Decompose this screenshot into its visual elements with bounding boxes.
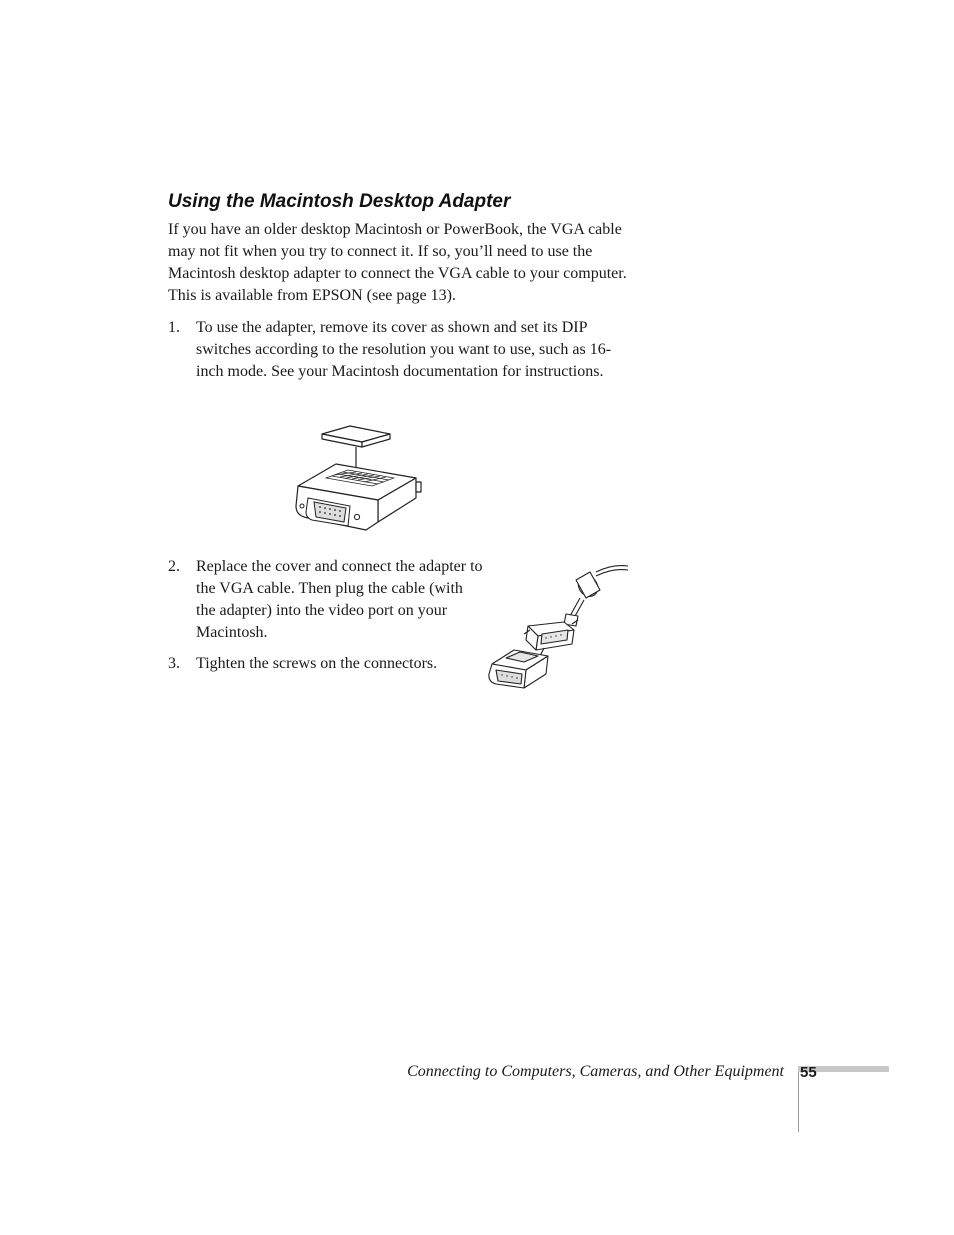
step-text: To use the adapter, remove its cover as shown and set its DIP switches according to the resolution you want to use, such as 16-inch mode. See your Macintosh documentation for instructions. (196, 319, 612, 380)
adapter-cover-illustration (290, 420, 440, 538)
page-number: 55 (800, 1064, 817, 1081)
step-number: 2. (168, 558, 180, 575)
footer-rule (798, 1072, 799, 1132)
step-3 (168, 653, 483, 675)
step-1 (168, 317, 613, 383)
step-2 (168, 556, 483, 644)
step-number: 1. (168, 319, 180, 336)
vga-cable-adapter-illustration (484, 560, 634, 690)
step-text: Replace the cover and connect the adapter to the VGA cable. Then plug the cable (with the adapter) into the video port on your Macintosh. (196, 558, 483, 641)
step-text: Tighten the screws on the connectors. (196, 655, 438, 672)
step-number: 3. (168, 655, 180, 672)
section-heading: Using the Macintosh Desktop Adapter (168, 191, 511, 212)
intro-paragraph: If you have an older desktop Macintosh or PowerBook, the VGA cable may not fit when you try to connect it. If so, you’ll need to use the Macintosh desktop adapter to connect the VGA cable to your computer. This is available from EPSON (see page 13). (168, 221, 627, 304)
footer-chapter-title: Connecting to Computers, Cameras, and Other Equipment (407, 1063, 784, 1080)
